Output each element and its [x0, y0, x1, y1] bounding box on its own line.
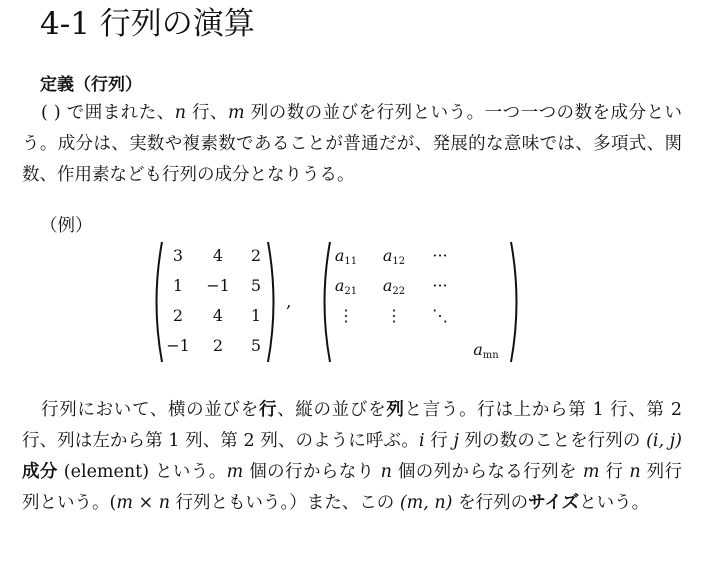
matrix-separator-comma: , — [286, 292, 292, 312]
example-matrix-numeric — [150, 240, 280, 364]
matrix-cell: $a_{12}$ — [382, 246, 406, 267]
matrix-cell: $a_{22}$ — [382, 276, 406, 297]
matrix-cell: −1 — [206, 276, 230, 295]
example-label: （例） — [40, 216, 93, 236]
matrix-cell: ··· — [432, 276, 448, 295]
matrix-cell: $a_{21}$ — [334, 276, 358, 297]
matrix-cell: 1 — [172, 276, 184, 295]
matrix-cell: 2 — [250, 246, 262, 265]
matrix-cell: ⋱ — [432, 306, 448, 325]
matrix-cell: −1 — [166, 336, 190, 355]
matrix-cell: 3 — [172, 246, 184, 265]
matrix-cell: 2 — [172, 306, 184, 325]
matrix-cell: $a_{mn}$ — [473, 340, 499, 361]
matrix-cell: ⋮ — [386, 306, 402, 325]
right-parenthesis — [509, 240, 523, 364]
matrix-cell: ··· — [432, 246, 448, 265]
matrix-cell: 1 — [250, 306, 262, 325]
definition-heading: 定義（行列） — [40, 75, 142, 95]
matrix-cell: 2 — [212, 336, 224, 355]
explanation-text: 行列において、横の並びを行、縦の並びを列と言う。行は上から第 1 行、第 2 行、列は左から第 1 列、第 2 列、のように呼ぶ。i 行 j 列の数のことを行列の (i, j) 成分 (element) という。m 個の行からなり n 個の列からなる行列を m 行 n 列行列という。(m × n 行列ともいう。）また、この (m, n) を行列のサイズという。 — [22, 400, 683, 513]
matrix-cell: 4 — [212, 246, 224, 265]
page-title: 4-1 行列の演算 — [40, 6, 255, 42]
matrix-cell: $a_{11}$ — [334, 246, 358, 267]
example-matrix-general — [318, 240, 523, 364]
matrix-cell: 4 — [212, 306, 224, 325]
matrix-cell: 5 — [250, 336, 262, 355]
definition-text: ( ) で囲まれた、n 行、m 列の数の並びを行列という。一つ一つの数を成分という。成分は、実数や複素数であることが普通だが、発展的な意味では、多項式、関数、作用素なども行列の成分となりうる。 — [22, 103, 683, 185]
matrix-cell: 5 — [250, 276, 262, 295]
matrix-cell: ⋮ — [338, 306, 354, 325]
